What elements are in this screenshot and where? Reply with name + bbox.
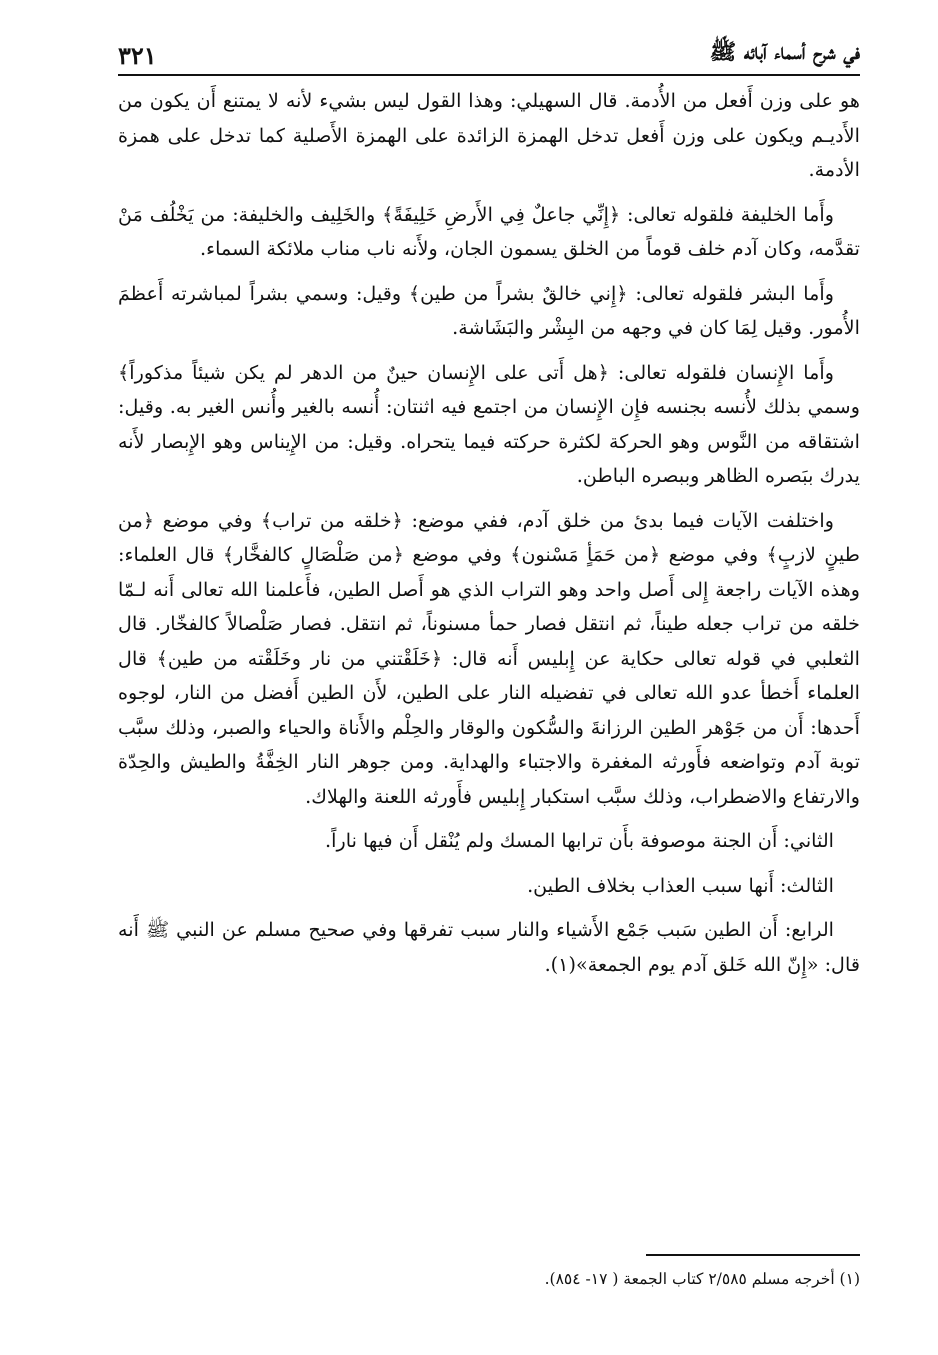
paragraph: هو على وزن أَفعل من الأُدمة. قال السهيلي: وهذا القول ليس بشيء لأنه لا يمتنع أَن يكون من الأَديـم ويكون على وزن أَفعل تدخل الهمزة الزائدة على الهمزة الأَصلية كما تدخل على همزة الأدمة.: [118, 89, 860, 181]
paragraph: وأَما الإِنسان فلقوله تعالى: ﴿هل أَتى على الإِنسان حينٌ من الدهر لم يكن شيئاً مذكوراً﴾ وسمي بذلك لأُنسه بجنسه فإِن الإِنسان من اجتمع فيه اثنتان: أُنسه بالغير وأُنس الغير به. وقيل: اشتقاقه من النَّوس وهو الحركة لكثرة حركته فيما يتحراه. وقيل: من الإِيناس وهو الإِبصار لأَنه يدرك ببَصره الظاهر وببصره الباطن.: [118, 360, 860, 487]
paragraph: وأَما الخليفة فلقوله تعالى: ﴿إِنِّي جاعلٌ فِي الأَرضِ خَلِيفَةً﴾ والخَلِيف والخليفة: من يَخْلُف مَنْ تقدَّمه، وكان آدم خلف قوماً من الخلق يسمون الجان، ولأَنه ناب مناب ملائكة السماء.: [118, 202, 860, 260]
paragraph: وأَما البشر فلقوله تعالى: ﴿إِني خالقٌ بشراً من طين﴾ وقيل: وسمي بشراً لمباشرته أَعظمَ الأُمور. وقيل لِمَا كان في وجهه من البِشْر والبَشَاشة.: [118, 281, 860, 339]
body-text: [118, 84, 860, 982]
page-number: ٣٢١: [118, 41, 157, 70]
paragraph: الثالث: أَنها سبب العذاب بخلاف الطين.: [527, 873, 834, 897]
page-header: [118, 38, 860, 76]
paragraph: واختلفت الآيات فيما بدئ من خلق آدم، ففي موضع: ﴿خلقه من تراب﴾ وفي موضع ﴿من طينٍ لازبٍ﴾ وفي موضع ﴿من حَمَأٍ مَسْنون﴾ وفي موضع ﴿من صَلْصَالٍ كالفخَّار﴾ قال العلماء: وهذه الآيات راجعة إِلى أَصل واحد وهو التراب الذي هو أَصل الطين، فأَعلمنا الله تعالى أَنه لـمّا خلقه من تراب جعله طيناً، ثم انتقل فصار حمأ مسنوناً، ثم انتقل. فصار صَلْصالاً كالفخّار. قال الثعلبي في قوله تعالى حكاية عن إِبليس أَنه قال: ﴿خَلَقْتني من نار وخَلَقْته من طين﴾ قال العلماء أَخطأ عدو الله تعالى في تفضيله النار على الطين، لأَن الطين أَفضل من النار، لوجوه أَحدها: أَن من جَوْهر الطين الرزانةَ والسُّكون والوقار والحِلْم والأَناة والحياء والصبر، وذلك سبَّب توبة آدم وتواضعه فأَورثه المغفرة والاجتباء والهداية. ومن جوهر النار الخِفَّةُ والطيش والحِدّة والارتفاع والاضطراب، وذلك سبَّب استكبار إِبليس فأَورثه اللعنة والهلاك.: [118, 508, 860, 808]
running-title: في شرح أسماء آبائه ﷺ: [709, 39, 860, 65]
paragraph: الثاني: أَن الجنة موصوفة بأَن ترابها المسك ولم يُنْقل أَن فيها ناراً.: [325, 829, 834, 852]
footnote: (١) أخرجه مسلم ٢/٥٨٥ كتاب الجمعة ( ١٧- ٨٥٤).: [544, 1270, 860, 1288]
footnote-divider: [646, 1254, 860, 1256]
paragraph: الرابع: أَن الطين سَبب جَمْع الأَشياء والنار سبب تفرقها وفي صحيح مسلم عن النبي ﷺ أَنه قال: «إِنّ الله خَلق آدم يوم الجمعة»(١).: [118, 918, 860, 976]
